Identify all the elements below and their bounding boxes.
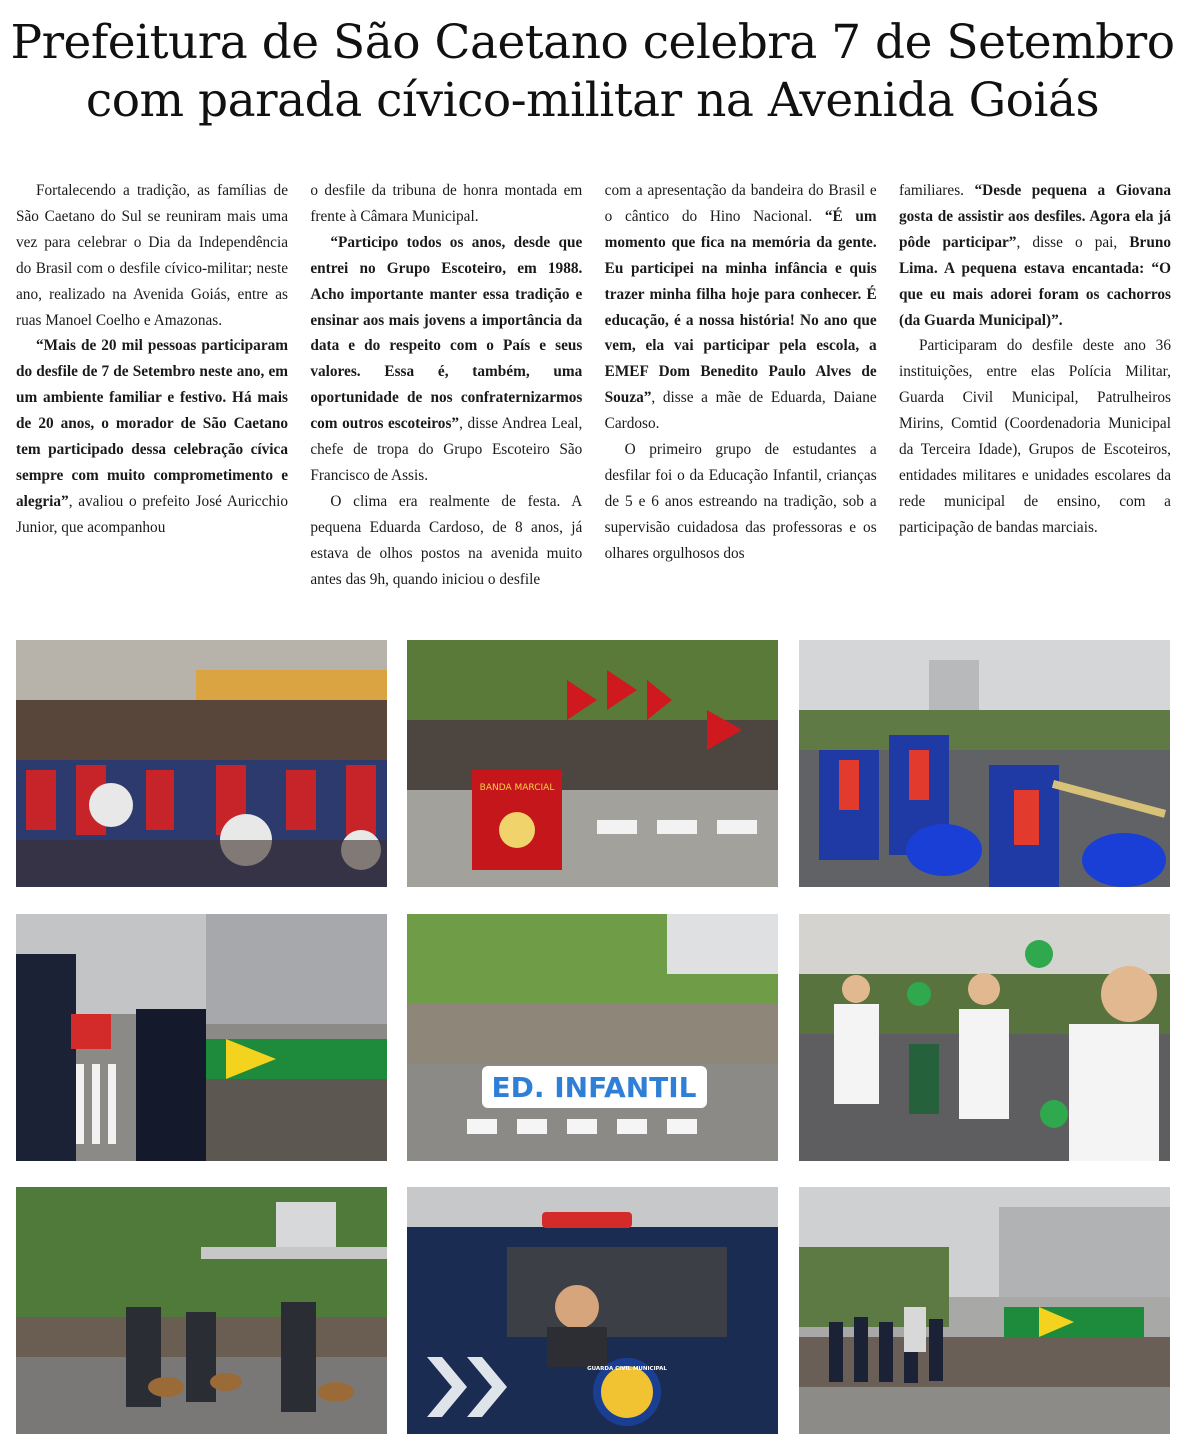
paragraph-quote (899, 178, 1171, 333)
photo-k9-unit (16, 1187, 387, 1434)
quote-text: “É um momento que fica na memória da gente. Eu participei na minha infância e quis trazer minha filha hoje para conhecer. É educação, é a nossa história! No ano que vem, ela vai participar pela escola, a EMEF Dom Benedito Paulo Alves de Souza” (604, 207, 877, 407)
photo-troops-marching (799, 1187, 1170, 1434)
photo-flag-bearers (407, 640, 778, 887)
attribution-text: , disse Andrea Leal, chefe de tropa do Grupo Escoteiro São Francisco de Assis. (310, 415, 583, 484)
photo-ed-infantil (407, 914, 778, 1161)
column-3 (605, 178, 877, 618)
quote-text: “Mais de 20 mil pessoas participaram do desfile de 7 de Setembro neste ano, em um ambiente familiar e festivo. Há mais de 20 anos, o morador de São Caetano tem participado dessa celebração cívica sempre com muito comprometimento e alegria” (16, 337, 288, 510)
paragraph-quote (310, 230, 582, 489)
photo-badge-text: GUARDA CIVIL MUNICIPAL (587, 1366, 667, 1372)
paragraph: Participaram do desfile deste ano 36 instituições, entre elas Polícia Militar, Guarda Civil Municipal, Patrulheiros Mirins, Comtid (Coordenadoria Municipal da Terceira Idade), Grupos de Escoteiros, entidades militares e unidades escolares da rede municipal de ensino, com a participação de bandas marciais. (898, 337, 1171, 536)
article-body (16, 178, 1171, 618)
quote-text-2: Bruno Lima. A pequena estava encantada: “O que eu mais adorei foram os cachorros (da Guarda Municipal)”. (898, 233, 1171, 329)
article-headline (0, 14, 1185, 130)
headline-line-1: Prefeitura de São Caetano celebra 7 de Setembro (10, 15, 1175, 70)
photo-honor-guard (16, 914, 387, 1161)
quote-text: “Participo todos os anos, desde que entrei no Grupo Escoteiro, em 1988. Acho importante manter essa tradição e ensinar aos mais jovens a importância da data e do respeito com o País e seus valores. Essa é, também, uma oportunidade de nos confraternizarmos com outros escoteiros” (310, 233, 583, 433)
column-2 (310, 178, 582, 618)
paragraph-quote (605, 178, 877, 437)
photo-families (799, 914, 1170, 1161)
paragraph: Fortalecendo a tradição, as famílias de São Caetano do Sul se reuniram mais uma vez para celebrar o Dia da Independência do Brasil com o desfile cívico-militar; neste ano, realizado na Avenida Goiás, entre as ruas Manoel Coelho e Amazonas. (16, 182, 288, 329)
quote-text: “Desde pequena a Giovana gosta de assistir aos desfiles. Agora ela já pôde participar” (898, 182, 1171, 251)
photo-marching-band (16, 640, 387, 887)
headline-line-2: com parada cívico-militar na Avenida Goiás (85, 73, 1100, 128)
paragraph: O clima era realmente de festa. A pequena Eduarda Cardoso, de 8 anos, já estava de olhos postos na avenida muito antes das 9h, quando iniciou o desfile (310, 492, 583, 588)
paragraph-text: com a apresentação da bandeira do Brasil e o cântico do Hino Nacional. (604, 182, 877, 225)
paragraph-text: familiares. (898, 182, 964, 199)
paragraph: o desfile da tribuna de honra montada em frente à Câmara Municipal. (310, 182, 583, 225)
photo-banner-text: BANDA MARCIAL (479, 783, 555, 793)
photo-grid (16, 640, 1171, 1440)
column-4 (899, 178, 1171, 618)
photo-school-band (799, 640, 1170, 887)
paragraph-quote (16, 333, 288, 540)
column-1 (16, 178, 288, 618)
attribution-text: , avaliou o prefeito José Auricchio Junior, que acompanhou (16, 492, 288, 536)
attribution-text: , disse o pai, (1016, 233, 1118, 251)
photo-gcm-vehicle (407, 1187, 778, 1434)
attribution-text: , disse a mãe de Eduarda, Daiane Cardoso. (604, 389, 877, 433)
paragraph: O primeiro grupo de estudantes a desfilar foi o da Educação Infantil, crianças de 5 e 6 anos estreando na tradição, sob a supervisão cuidadosa das professoras e os olhares orgulhosos dos (604, 441, 877, 562)
photo-banner-text: ED. INFANTIL (491, 1071, 697, 1104)
